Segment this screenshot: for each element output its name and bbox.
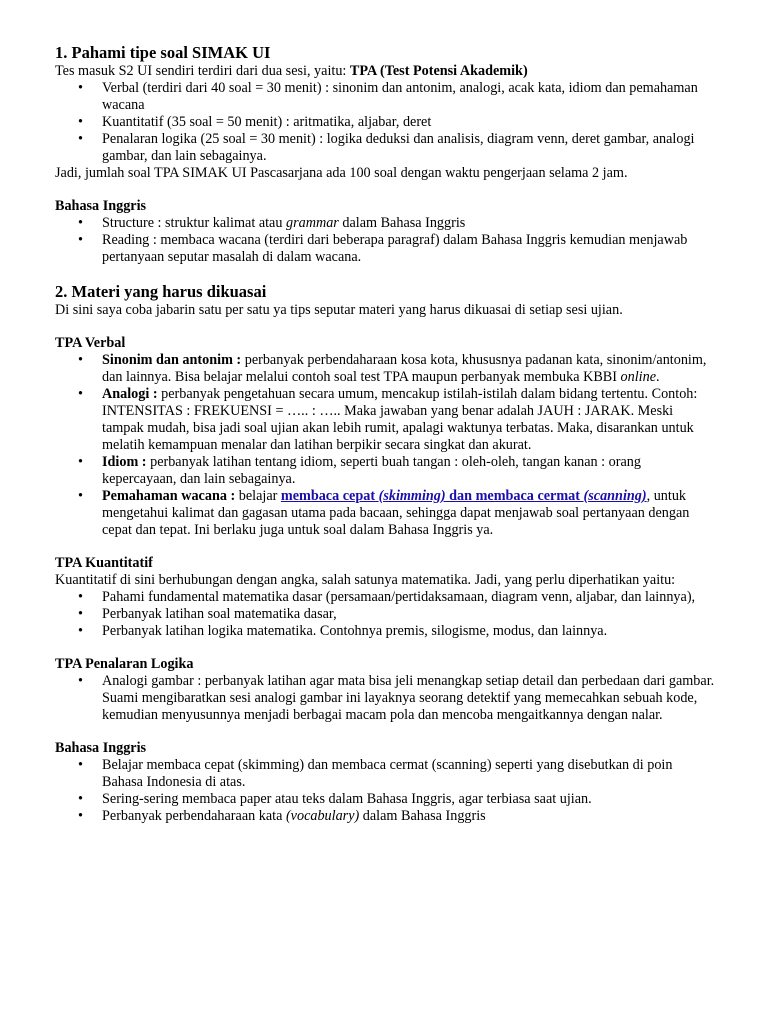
list-item-text: Perbanyak perbendaharaan kata — [102, 808, 286, 824]
bullet: • — [78, 352, 83, 368]
bahasa-inggris-list — [55, 215, 715, 266]
list-item — [55, 791, 715, 808]
section-2-intro: Di sini saya coba jabarin satu per satu ya tips seputar materi yang harus dikuasai di setiap sesi ujian. — [55, 302, 623, 318]
list-item — [55, 454, 715, 488]
bullet: • — [78, 232, 83, 248]
bullet: • — [78, 606, 83, 622]
list-item-text: belajar — [235, 488, 281, 504]
bullet: • — [78, 114, 83, 130]
list-item — [55, 673, 715, 724]
list-item-text: Belajar membaca cepat (skimming) dan membaca cermat (scanning) seperti yang disebutkan di poin Bahasa Indonesia di atas. — [102, 757, 673, 790]
list-item — [55, 757, 715, 791]
list-item-text: Sering-sering membaca paper atau teks dalam Bahasa Inggris, agar terbiasa saat ujian. — [102, 791, 592, 807]
list-item-text: dalam Bahasa Inggris — [338, 215, 466, 231]
list-item — [55, 589, 715, 606]
list-item-text: dalam Bahasa Inggris — [359, 808, 486, 824]
bullet: • — [78, 673, 83, 689]
bullet: • — [78, 589, 83, 605]
list-item-text: , untuk mengetahui kalimat dan gagasan utama pada bacaan, sehingga dapat menjawab soal pertanyaan dengan cepat dan tepat. Ini berlaku juga untuk soal dalam Bahasa Inggris ya. — [102, 488, 690, 538]
section-1-summary: Jadi, jumlah soal TPA SIMAK UI Pascasarjana ada 100 soal dengan waktu pengerjaan selama 2 jam. — [55, 165, 628, 181]
link-text: (scanning) — [583, 488, 647, 504]
intro-text: Tes masuk S2 UI sendiri terdiri dari dua sesi, yaitu: — [55, 63, 350, 79]
list-item-text: Reading : membaca wacana (terdiri dari beberapa paragraf) dalam Bahasa Inggris kemudian menjawab pertanyaan seputar masalah di dalam wacana. — [102, 232, 688, 265]
tpa-verbal-list — [55, 352, 715, 539]
tpa-penalaran-list — [55, 673, 715, 724]
section-2-heading: 2. Materi yang harus dikuasai — [55, 282, 267, 301]
section-1-intro — [55, 63, 715, 80]
link-text: dan membaca cermat — [445, 488, 584, 504]
section-1-list — [55, 80, 715, 165]
item-label: Analogi : — [102, 386, 158, 402]
item-label: Pemahaman wacana : — [102, 488, 236, 504]
list-item — [55, 352, 715, 386]
list-item — [55, 808, 715, 825]
list-item-text: perbanyak latihan tentang idiom, seperti buah tangan : oleh-oleh, tangan kanan : orang kepercayaan, dan lain sebagainya. — [102, 454, 641, 487]
emphasis: (vocabulary) — [285, 808, 360, 824]
emphasis: online — [620, 369, 656, 385]
bullet: • — [78, 454, 83, 470]
bullet: • — [78, 215, 83, 231]
bahasa-inggris-2-heading: Bahasa Inggris — [55, 740, 147, 756]
link-text: membaca cepat — [280, 488, 379, 504]
list-item-text: Perbanyak latihan soal matematika dasar, — [102, 606, 337, 622]
bullet: • — [78, 808, 83, 824]
list-item — [55, 606, 715, 623]
intro-bold: TPA (Test Potensi Akademik) — [349, 63, 528, 79]
bullet: • — [78, 757, 83, 773]
bullet: • — [78, 623, 83, 639]
list-item — [55, 80, 715, 114]
link-text: (skimming) — [378, 488, 446, 504]
list-item-text: Perbanyak latihan logika matematika. Contohnya premis, silogisme, modus, dan lainnya. — [102, 623, 608, 639]
bullet: • — [78, 131, 83, 147]
item-label: Idiom : — [102, 454, 147, 470]
list-item-text: Pahami fundamental matematika dasar (persamaan/pertidaksamaan, diagram venn, aljabar, dan lainnya), — [102, 589, 696, 605]
bullet: • — [78, 791, 83, 807]
list-item-text: perbanyak perbendaharaan kosa kota, khususnya padanan kata, sinonim/antonim, dan lainnya. Bisa belajar melalui contoh soal test TPA maupun perbanyak membuka KBBI — [102, 352, 707, 385]
list-item-text: perbanyak pengetahuan secara umum, mencakup istilah-istilah dalam bidang tertentu. Contoh: INTENSITAS : FREKUENSI = ….. : ….. Maka jawaban yang benar adalah JAUH : JARAK. Meski tampak mudah, bisa jadi soal ujian akan lebih rumit, apalagi waktunya terbatas. Maka, disarankan untuk melatih kemampuan menalar dan latihan berpikir secara singkat dan akurat. — [102, 386, 698, 453]
list-item — [55, 623, 715, 640]
tpa-verbal-heading: TPA Verbal — [55, 335, 126, 351]
tpa-kuantitatif-list — [55, 589, 715, 640]
section-1-heading: 1. Pahami tipe soal SIMAK UI — [55, 43, 271, 62]
list-item-text: . — [656, 369, 660, 385]
list-item-text: Analogi gambar : perbanyak latihan agar mata bisa jeli menangkap setiap detail dan perbedaan dari gambar. Suami mengibaratkan sesi analogi gambar ini layaknya seorang detektif yang memecahkan sebuah kode, kemudian menyusunnya menjadi berbagai macam pola dan mencoba mengaitkannya dengan nalar. — [102, 673, 715, 723]
bahasa-inggris-2-list — [55, 757, 715, 825]
list-item-text: Penalaran logika (25 soal = 30 menit) : logika deduksi dan analisis, diagram venn, deret gambar, analogi gambar, dan lain sebagainya. — [102, 131, 695, 164]
bullet: • — [78, 488, 83, 504]
list-item — [55, 232, 715, 266]
tpa-kuantitatif-heading: TPA Kuantitatif — [55, 555, 153, 571]
list-item — [55, 114, 715, 131]
list-item — [55, 131, 715, 165]
bullet: • — [78, 80, 83, 96]
tpa-kuantitatif-intro: Kuantitatif di sini berhubungan dengan angka, salah satunya matematika. Jadi, yang perlu diperhatikan yaitu: — [55, 572, 676, 588]
list-item-text: Structure : struktur kalimat atau — [102, 215, 286, 231]
bahasa-inggris-heading: Bahasa Inggris — [55, 198, 147, 214]
list-item — [55, 488, 715, 539]
emphasis: grammar — [286, 215, 339, 231]
list-item-text: Verbal (terdiri dari 40 soal = 30 menit) : sinonim dan antonim, analogi, acak kata, idiom dan pemahaman wacana — [102, 80, 698, 113]
list-item — [55, 386, 715, 454]
document — [55, 43, 715, 825]
list-item-text: Kuantitatif (35 soal = 50 menit) : aritmatika, aljabar, deret — [102, 114, 432, 130]
list-item — [55, 215, 715, 232]
tpa-penalaran-heading: TPA Penalaran Logika — [55, 656, 194, 672]
skimming-scanning-link[interactable] — [281, 488, 647, 504]
bullet: • — [78, 386, 83, 402]
item-label: Sinonim dan antonim : — [102, 352, 242, 368]
